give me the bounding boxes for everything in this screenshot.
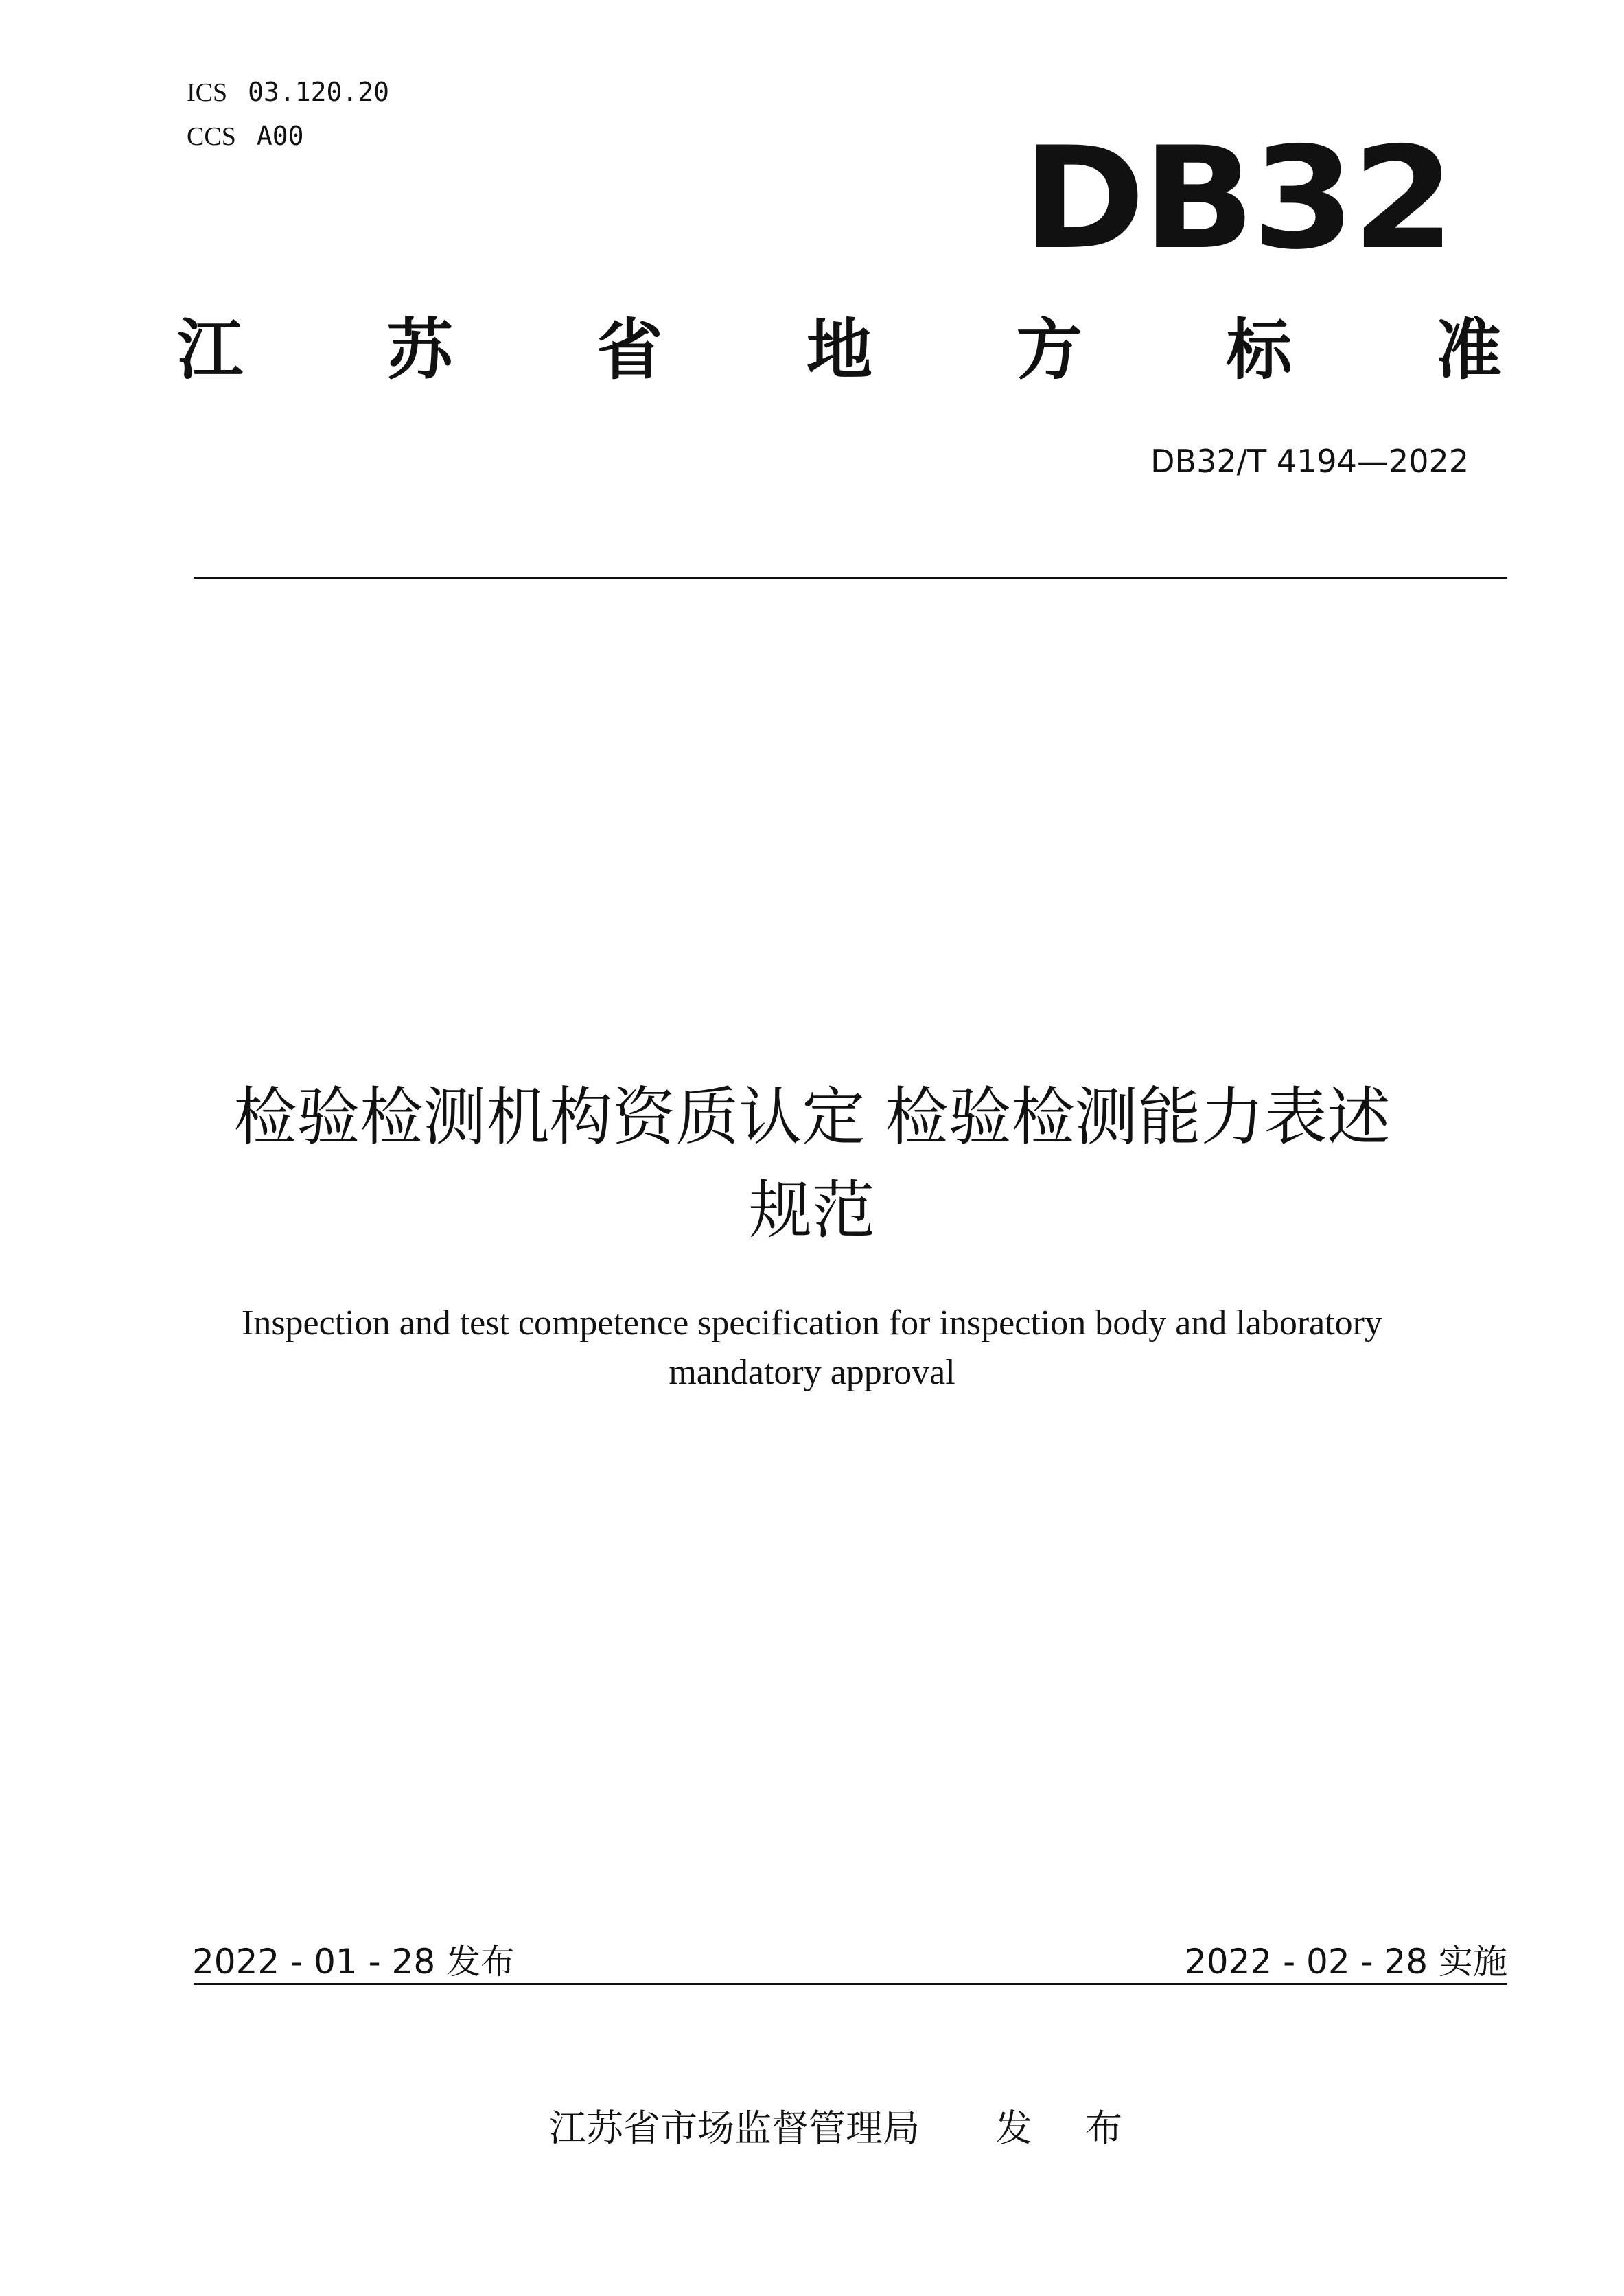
chinese-title-line-2: 规范	[748, 1174, 875, 1247]
bottom-divider	[194, 1983, 1507, 1985]
ccs-label: CCS	[187, 122, 236, 151]
english-title-line-1: Inspection and test competence specification for inspection body and laboratory	[242, 1303, 1382, 1343]
category-char: 标	[1226, 312, 1292, 389]
ccs-classification	[187, 121, 303, 152]
english-title-line-2: mandatory approval	[669, 1353, 955, 1392]
publisher-line	[549, 2099, 1143, 2152]
category-char: 准	[1435, 312, 1502, 389]
ics-label: ICS	[187, 78, 228, 107]
publisher-name: 江苏省市场监督管理局	[549, 2107, 920, 2150]
issue-date: 2022 - 01 - 28 发布	[192, 1942, 515, 1982]
standard-logo	[1023, 117, 1452, 281]
category-char: 地	[806, 312, 872, 389]
chinese-title	[137, 1071, 1487, 1257]
standard-logo-text: DB32	[1023, 117, 1452, 281]
ccs-code: A00	[256, 121, 304, 151]
ics-code: 03.120.20	[248, 77, 390, 107]
category-char: 省	[596, 312, 663, 389]
title-block	[137, 1071, 1487, 1398]
publisher-action: 发 布	[995, 2107, 1144, 2150]
english-title	[137, 1299, 1487, 1398]
ics-classification	[187, 77, 389, 108]
category-char: 苏	[386, 312, 453, 389]
top-divider	[194, 577, 1507, 579]
standard-category	[177, 309, 1502, 391]
implementation-date: 2022 - 02 - 28 实施	[1184, 1942, 1507, 1982]
category-char: 方	[1016, 312, 1082, 389]
standard-number: DB32/T 4194—2022	[1150, 443, 1469, 480]
chinese-title-line-1: 检验检测机构资质认定 检验检测能力表述	[233, 1080, 1391, 1154]
category-char: 江	[177, 312, 243, 389]
